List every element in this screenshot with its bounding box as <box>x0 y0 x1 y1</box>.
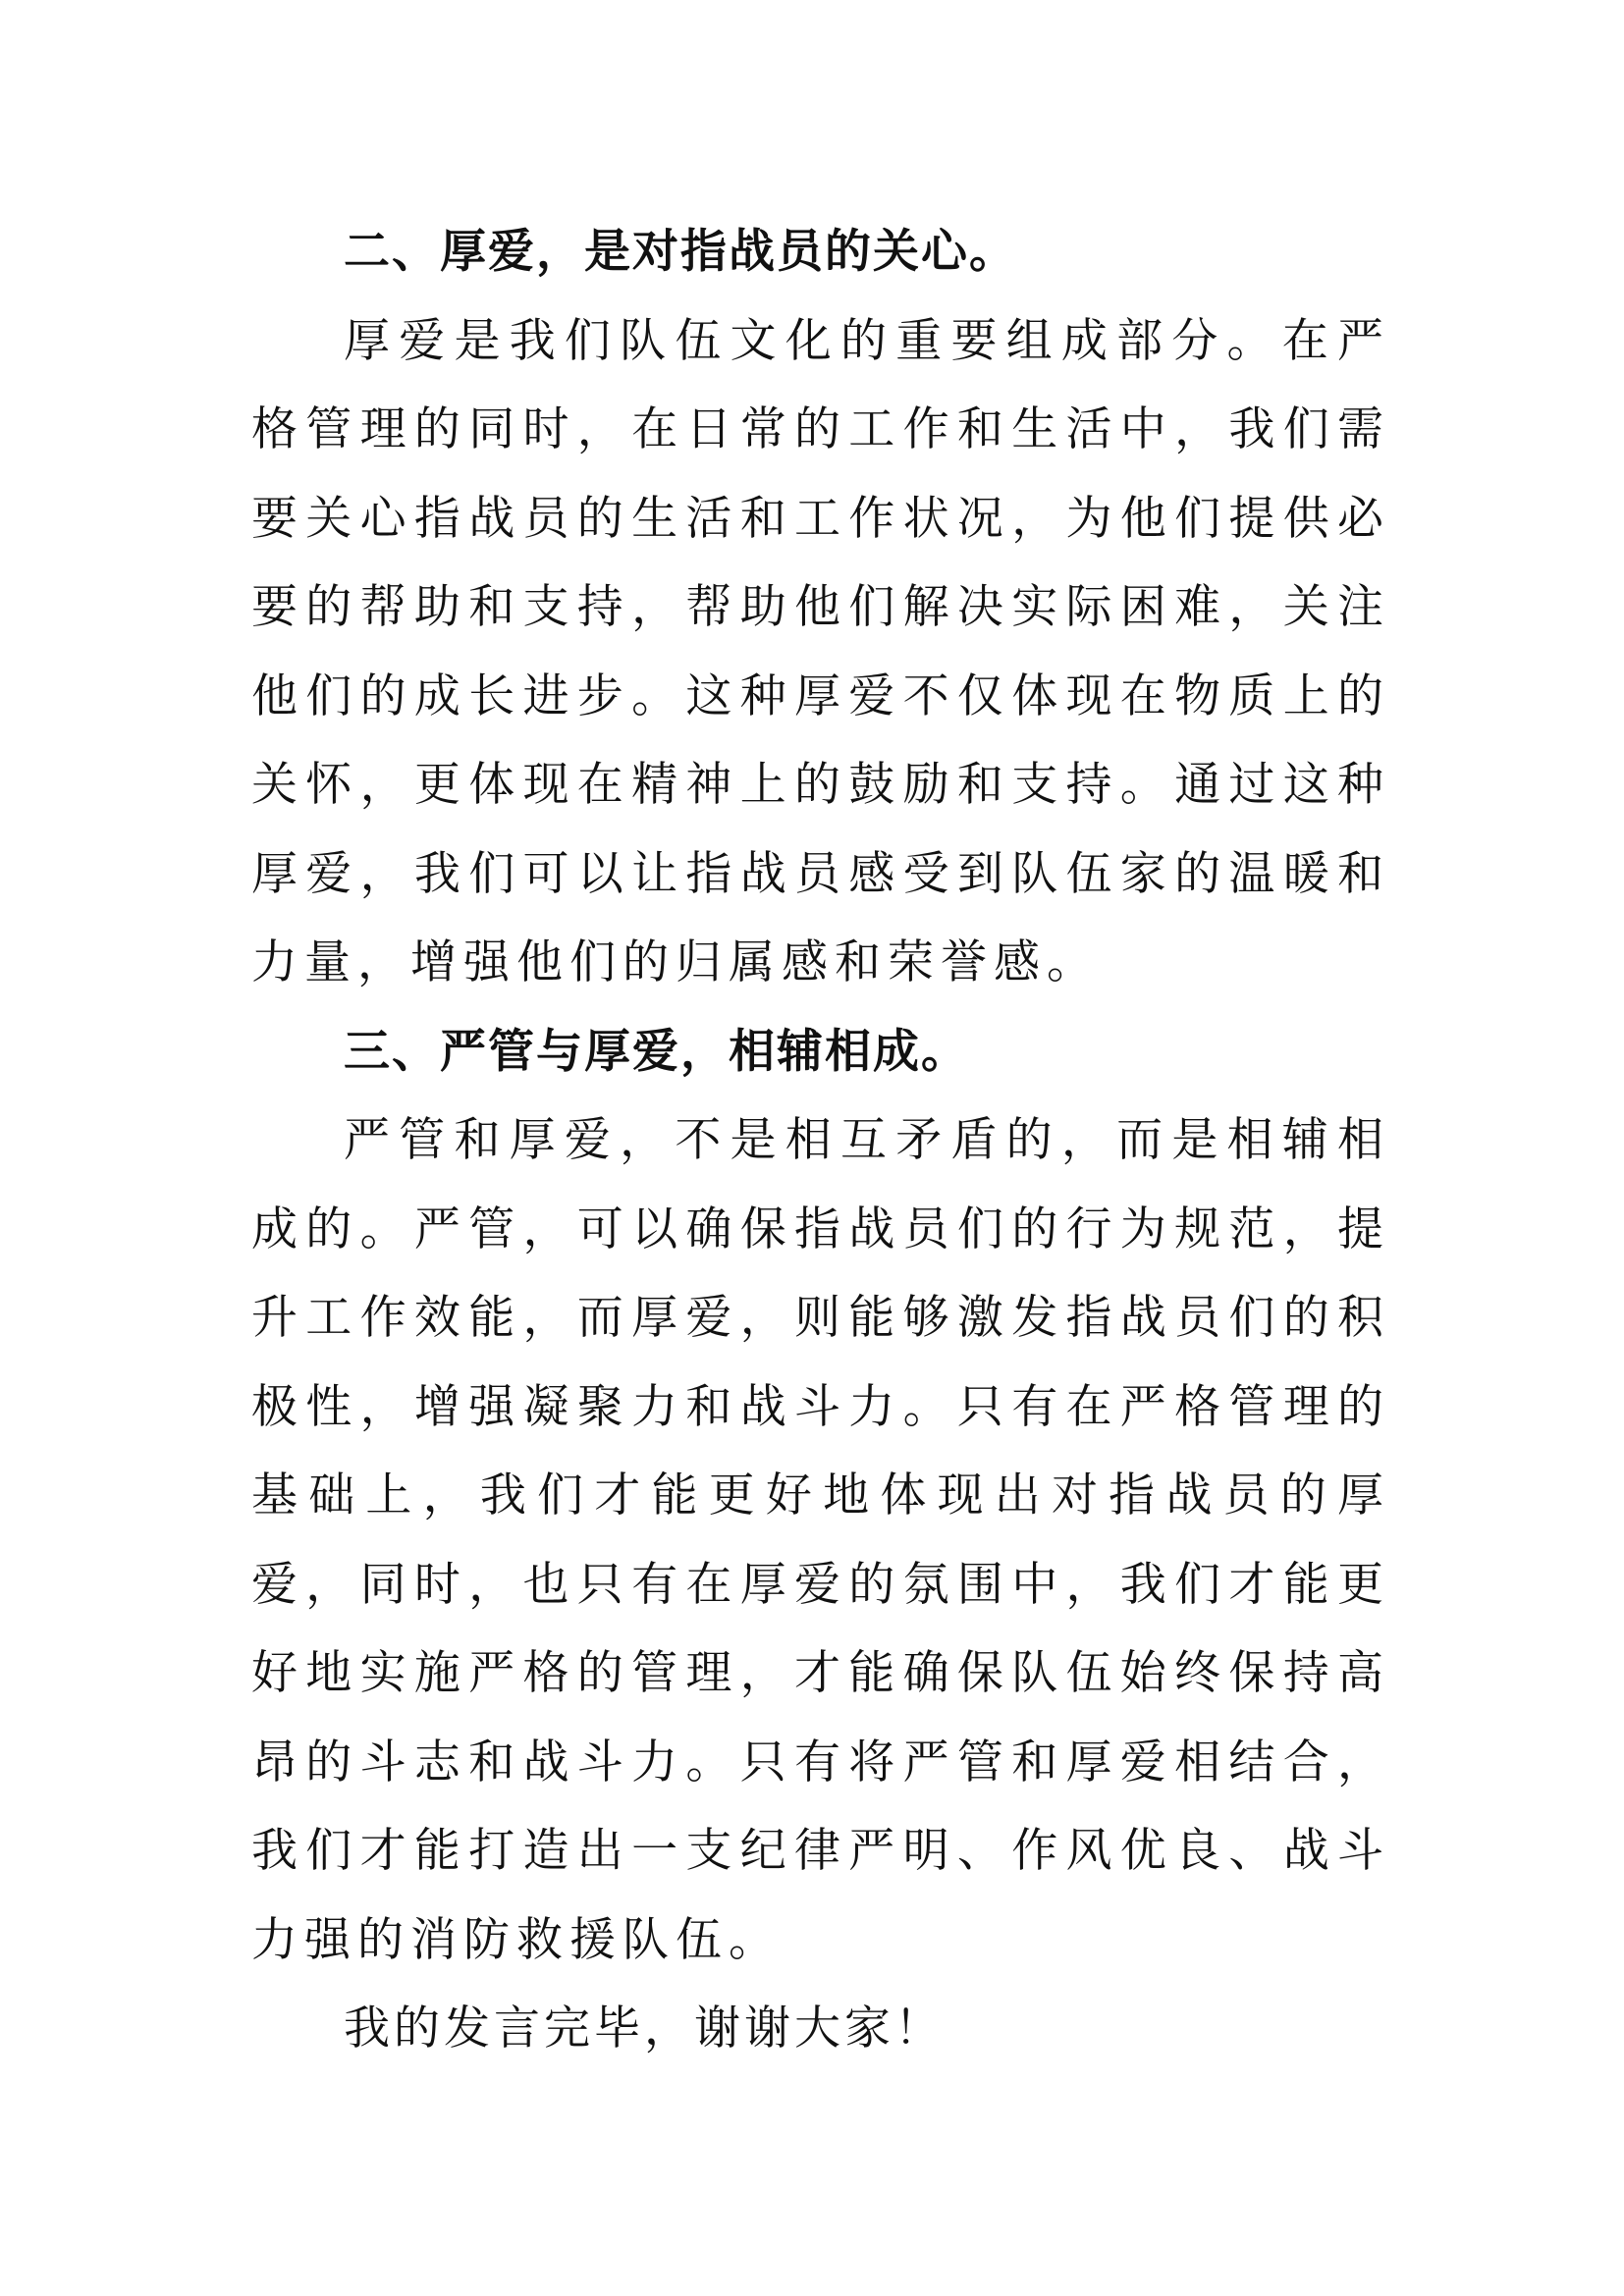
section-paragraph-2: 厚爱是我们队伍文化的重要组成部分。在严格管理的同时，在日常的工作和生活中，我们需要关心指战员的生活和工作状况，为他们提供必要的帮助和支持，帮助他们解决实际困难，关注他们的成长进步。这种厚爱不仅体现在物质上的关怀，更体现在精神上的鼓励和支持。通过这种厚爱，我们可以让指战员感受到队伍家的温暖和力量，增强他们的归属感和荣誉感。 <box>251 313 1390 989</box>
document-body <box>251 208 1390 2074</box>
section-paragraph-3: 严管和厚爱，不是相互矛盾的，而是相辅相成的。严管，可以确保指战员们的行为规范，提升工作效能，而厚爱，则能够激发指战员们的积极性，增强凝聚力和战斗力。只有在严格管理的基础上，我们才能更好地体现出对指战员的厚爱，同时，也只有在厚爱的氛围中，我们才能更好地实施严格的管理，才能确保队伍始终保持高昂的斗志和战斗力。只有将严管和厚爱相结合，我们才能打造出一支纪律严明、作风优良、战斗力强的消防救援队伍。 <box>251 1113 1390 1967</box>
section-heading-2: 二、厚爱，是对指战员的关心。 <box>344 225 1017 279</box>
section-heading-3: 三、严管与厚爱，相辅相成。 <box>344 1024 969 1079</box>
closing-remark: 我的发言完毕，谢谢大家！ <box>344 2002 945 2056</box>
